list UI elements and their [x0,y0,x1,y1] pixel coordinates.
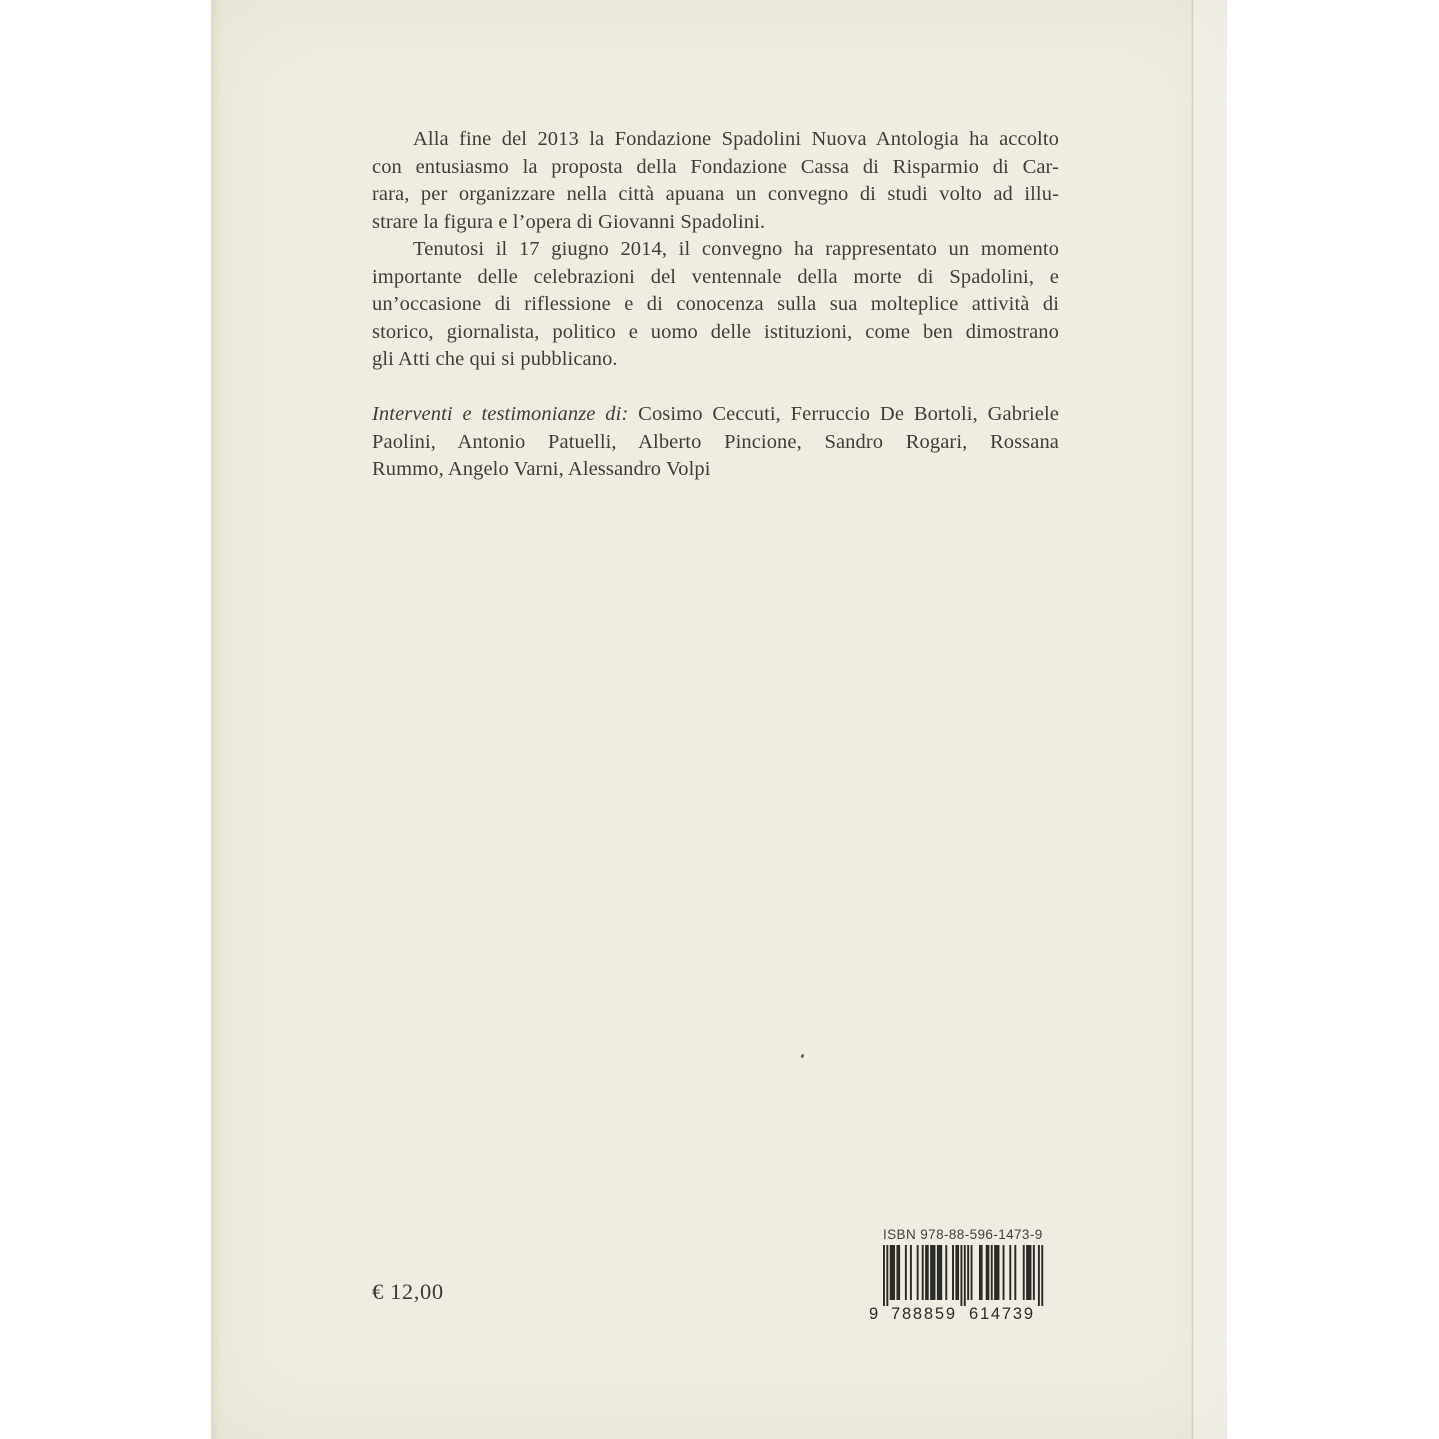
ean13-barcode [865,1245,1055,1323]
blurb-text-block [372,126,1059,484]
blurb-line: Alla fine del 2013 la Fondazione Spadolini Nuova Antologia ha accolto [413,128,1059,150]
blurb-paragraph-1 [372,126,1059,236]
ean13-digit-first: 9 [869,1305,879,1323]
blurb-line: strare la figura e l’opera di Giovanni Spadolini. [372,210,766,233]
blurb-line: rara, per organizzare nella città apuana un convegno di studi volto ad illu- [372,183,1059,205]
blurb-line: gli Atti che qui si pubblicano. [372,348,618,370]
book-back-cover [211,0,1227,1439]
isbn-barcode-block [863,1227,1063,1323]
cover-crease-line [1191,0,1194,1439]
contributors-line: Paolini, Antonio Patuelli, Alberto Pincione, Sandro Rogari, Rossana [372,430,1059,453]
contributors-line: Rummo, Angelo Varni, Alessandro Volpi [372,458,711,480]
blurb-line: Tenutosi il 17 giugno 2014, il convegno ha rappresentato un momento [413,238,1059,260]
contributors-paragraph [372,401,1059,484]
contributors-lead: Interventi e testimonianze di: [372,403,629,425]
contributors-names: Cosimo Ceccuti, Ferruccio De Bortoli, Gabriele [638,403,1059,425]
ean13-digits-right: 614739 [969,1305,1033,1323]
blurb-line: storico, giornalista, politico e uomo delle istituzioni, come ben dimostrano [372,320,1059,343]
cover-edge-band [1193,0,1227,1439]
price-label: € 12,00 [372,1279,444,1304]
blurb-line: importante delle celebrazioni del ventennale della morte di Spadolini, e [372,265,1059,288]
isbn-number-label: ISBN 978-88-596-1473-9 [883,1227,1043,1242]
blurb-paragraph-2 [372,236,1059,374]
contributors-line [372,401,1059,429]
blurb-line: un’occasione di riflessione e di conocenza sulla sua molteplice attività di [372,293,1059,315]
blurb-line: con entusiasmo la proposta della Fondazione Cassa di Risparmio di Car- [372,155,1059,178]
ean13-digits-left: 788859 [891,1305,955,1323]
paper-speck [800,1054,804,1059]
ean13-bars [883,1245,1043,1306]
